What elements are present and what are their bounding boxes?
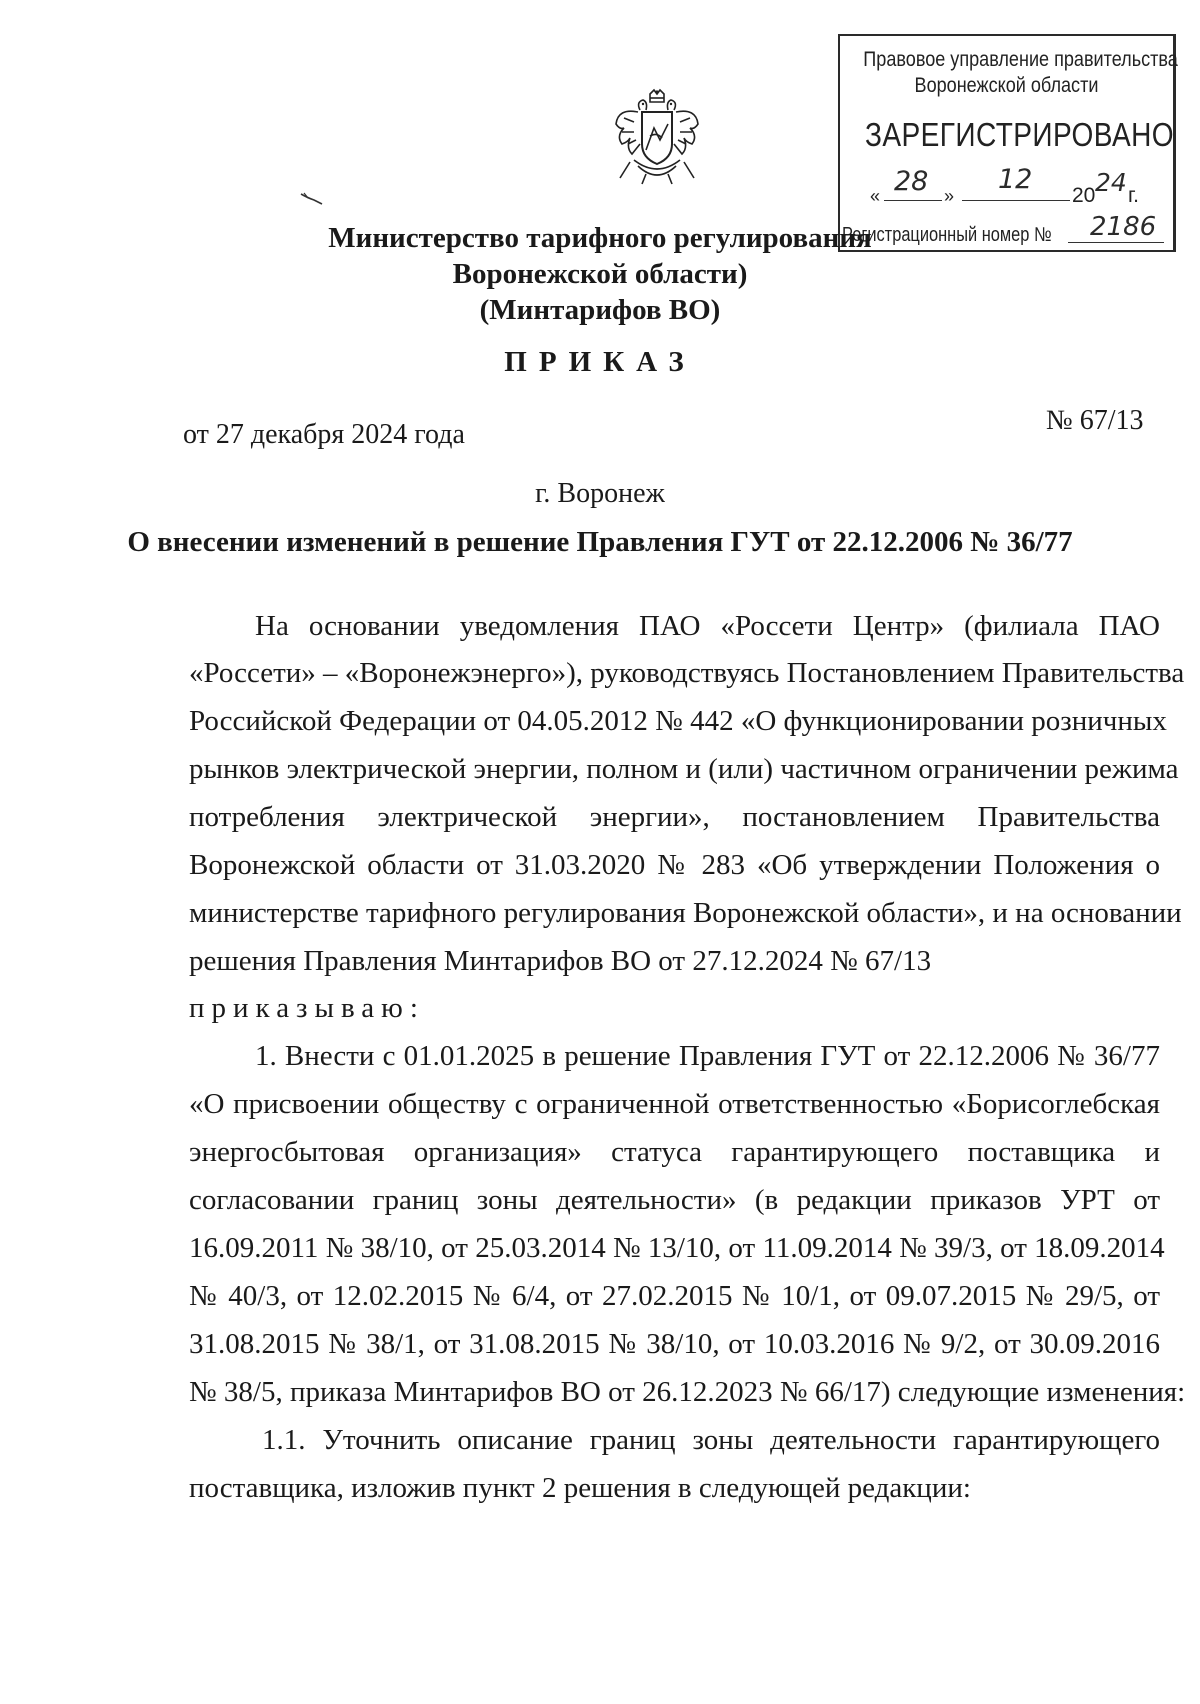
body-line: № 38/5, приказа Минтарифов ВО от 26.12.2023 № 66/17) следующие изменения: <box>189 1376 1186 1408</box>
stamp-year-handwritten: 24 <box>1095 168 1127 197</box>
body-line: согласовании границ зоны деятельности» (в редакции приказов УРТ от <box>189 1184 1160 1216</box>
document-city: г. Воронеж <box>535 478 665 509</box>
stamp-year-prefix: 20 <box>1072 184 1096 207</box>
stamp-quote-close: » <box>944 186 955 206</box>
document-date: от 27 декабря 2024 года <box>183 419 465 450</box>
stray-pen-mark <box>300 192 324 206</box>
body-line: энергосбытовая организация» статуса гарантирующего поставщика и <box>189 1136 1160 1168</box>
body-line: На основании уведомления ПАО «Россети Центр» (филиала ПАО <box>255 610 1160 642</box>
document-number: № 67/13 <box>1046 405 1144 436</box>
stamp-day-underline <box>884 200 942 201</box>
body-line: потребления электрической энергии», постановлением Правительства <box>189 801 1160 833</box>
stamp-reg-number-label: Регистрационный номер № <box>842 224 1052 246</box>
body-line: Воронежской области от 31.03.2020 № 283 «Об утверждении Положения о <box>189 849 1160 881</box>
body-line: Российской Федерации от 04.05.2012 № 442 «О функционировании розничных <box>189 705 1167 737</box>
body-line: 31.08.2015 № 38/1, от 31.08.2015 № 38/10, от 10.03.2016 № 9/2, от 30.09.2016 <box>189 1328 1160 1360</box>
body-line: № 40/3, от 12.02.2015 № 6/4, от 27.02.2015 № 10/1, от 09.07.2015 № 29/5, от <box>189 1280 1160 1312</box>
stamp-quote-open: « <box>870 186 881 206</box>
body-line: министерстве тарифного регулирования Воронежской области», и на основании <box>189 897 1182 929</box>
body-line: «Россети» – «Воронежэнерго»), руководствуясь Постановлением Правительства <box>189 657 1185 689</box>
ministry-name-line1: Министерство тарифного регулирования <box>328 222 872 254</box>
body-line-order-word: приказываю: <box>189 992 425 1024</box>
stamp-registered-label: ЗАРЕГИСТРИРОВАНО <box>864 116 1175 153</box>
body-line: 1. Внести с 01.01.2025 в решение Правления ГУТ от 22.12.2006 № 36/77 <box>255 1040 1160 1072</box>
stamp-month-underline <box>962 200 1070 201</box>
body-line: «О присвоении обществу с ограниченной ответственностью «Борисоглебская <box>189 1088 1160 1120</box>
coat-of-arms-emblem <box>610 88 704 188</box>
body-line: решения Правления Минтарифов ВО от 27.12.2024 № 67/13 <box>189 945 932 977</box>
stamp-month-handwritten: 12 <box>998 164 1033 195</box>
stamp-day-handwritten: 28 <box>894 166 929 197</box>
document-subject: О внесении изменений в решение Правления ГУТ от 22.12.2006 № 36/77 <box>127 526 1073 558</box>
stamp-year-suffix: г. <box>1128 184 1139 207</box>
body-line: рынков электрической энергии, полном и (или) частичном ограничении режима <box>189 753 1179 785</box>
body-line: 16.09.2011 № 38/10, от 25.03.2014 № 13/10, от 11.09.2014 № 39/3, от 18.09.2014 <box>189 1232 1165 1264</box>
stamp-reg-number-handwritten: 2186 <box>1090 212 1157 242</box>
stamp-authority-line1: Правовое управление правительства <box>863 48 1178 71</box>
stamp-date-row <box>870 164 1160 214</box>
body-line: 1.1. Уточнить описание границ зоны деятельности гарантирующего <box>262 1424 1160 1456</box>
stamp-authority-line2: Воронежской области <box>914 74 1099 97</box>
ministry-name-line3: (Минтарифов ВО) <box>479 294 721 326</box>
document-title: ПРИКАЗ <box>504 346 696 378</box>
body-line: поставщика, изложив пункт 2 решения в следующей редакции: <box>189 1472 971 1504</box>
ministry-name-line2: Воронежской области) <box>452 258 748 290</box>
